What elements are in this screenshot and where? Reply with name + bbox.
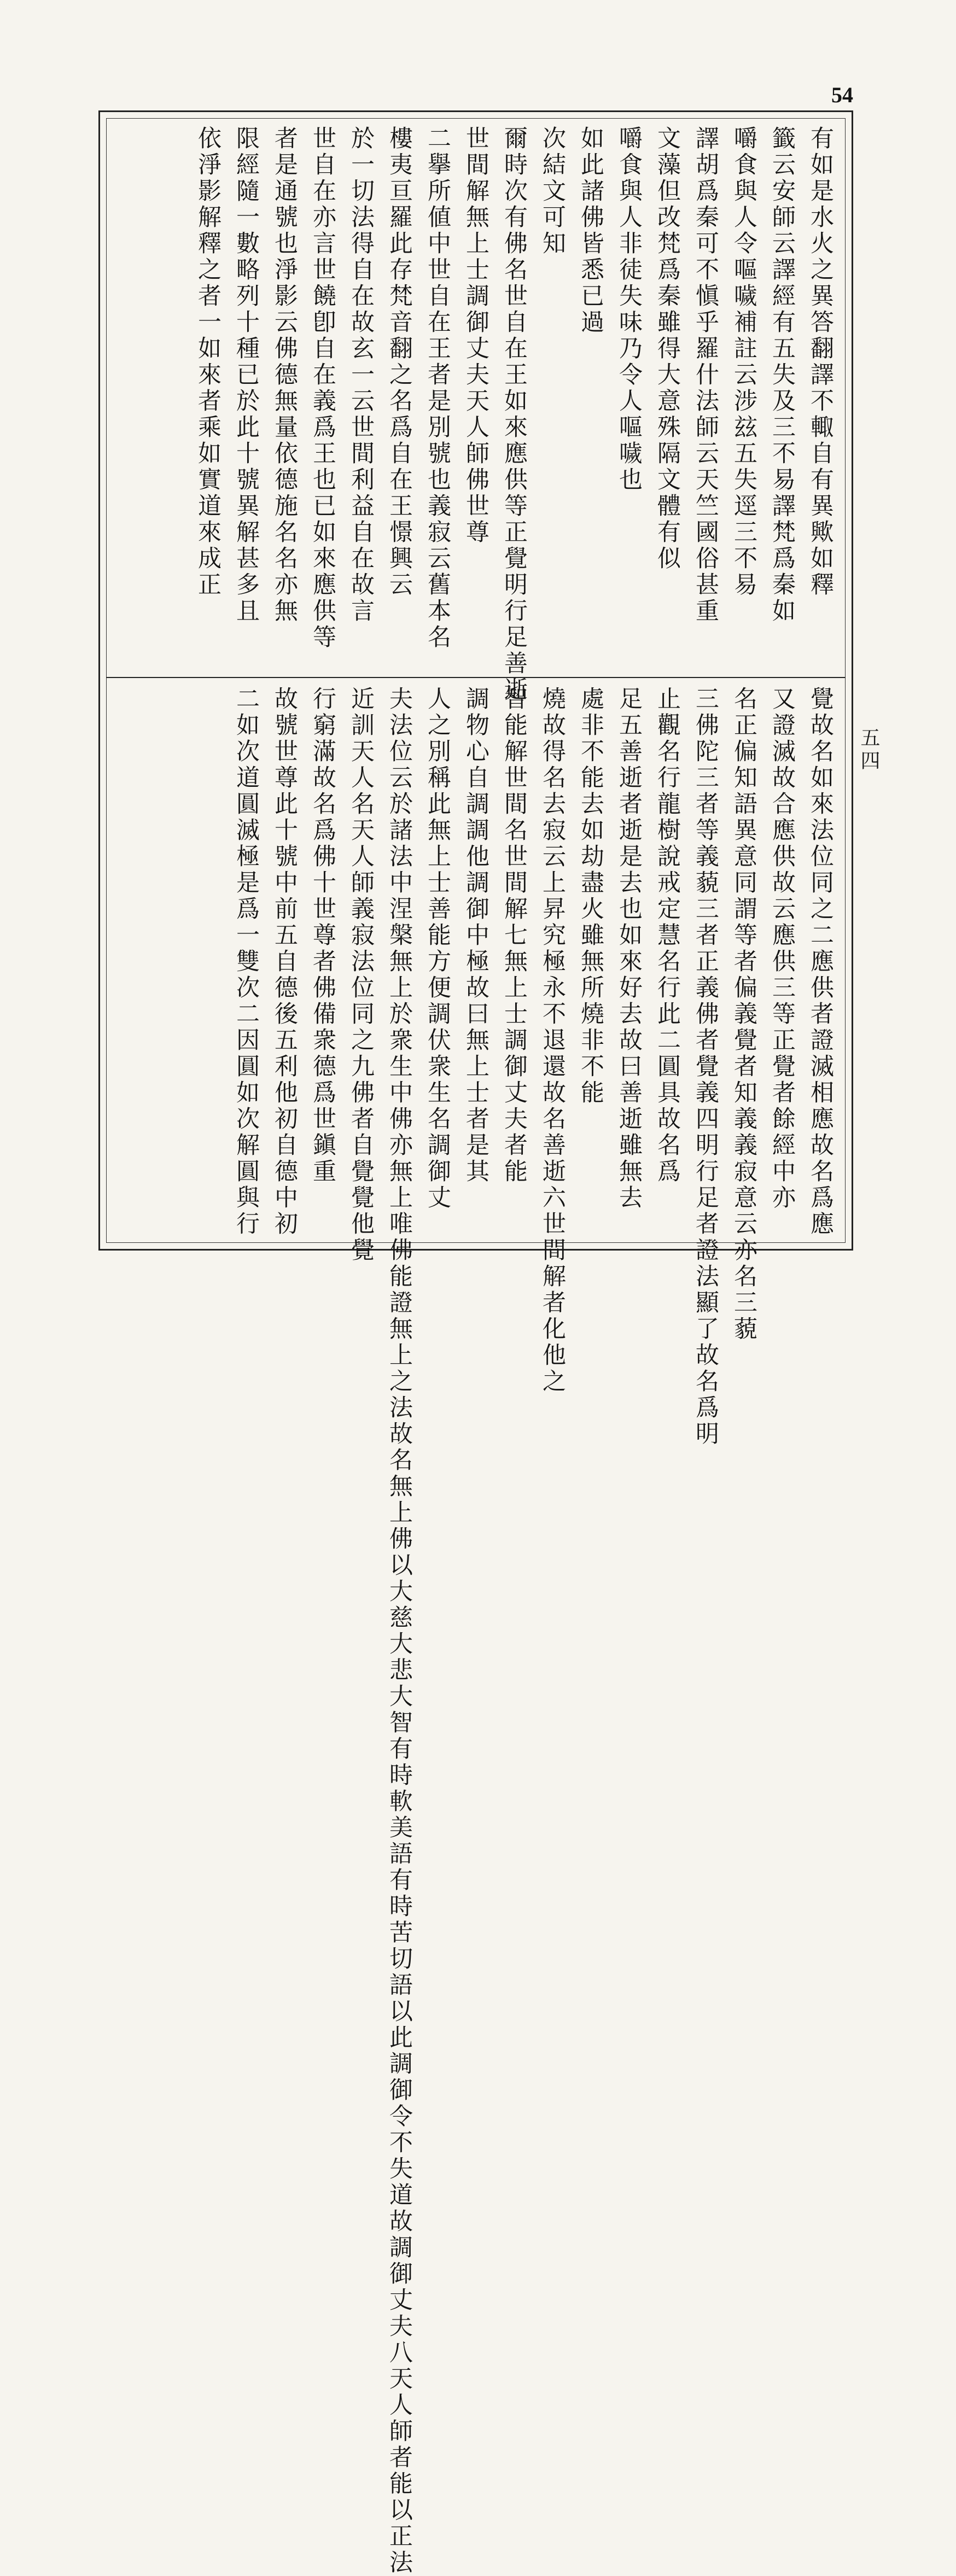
bottom-text-column: 名正偏知語異意同謂等者偏義覺者知義義寂意云亦名三藐 — [730, 686, 757, 1342]
top-text-column: 依淨影解釋之者一如來者乘如實道來成正 — [194, 126, 221, 598]
top-text-column: 於一切法得自在故玄一云世間利益自在故言 — [347, 126, 375, 624]
bottom-text-column: 近訓天人名天人師義寂法位同之九佛者自覺覺他覺 — [347, 686, 375, 1264]
bottom-text-column: 調物心自調調他調御中極故曰無上士者是其 — [462, 686, 489, 1185]
bottom-text-column: 覺故名如來法位同之二應供者證滅相應故名爲應 — [807, 686, 834, 1237]
bottom-text-column: 處非不能去如劫盡火雖無所燒非不能 — [577, 686, 604, 1106]
top-text-column: 嚼食與人非徒失味乃令人嘔噦也 — [615, 126, 643, 493]
bottom-text-column: 人之別稱此無上士善能方便調伏衆生名調御丈 — [424, 686, 451, 1211]
bottom-text-column: 二如次道圓滅極是爲一雙次二因圓如次解圓與行 — [232, 686, 260, 1237]
top-text-panel — [112, 126, 840, 703]
bottom-text-column: 智能解世間名世間解七無上士調御丈夫者能 — [500, 686, 528, 1185]
bottom-text-column: 止觀名行龍樹說戒定慧名行此二圓具故名爲 — [654, 686, 681, 1185]
top-text-column: 如此諸佛皆悉已過 — [577, 126, 604, 336]
bottom-text-column: 夫法位云於諸法中涅槃無上於衆生中佛亦無上唯佛能證無上之法故名無上佛以大慈大悲大智有時軟美語有時苦切語以此調御令不失道故調御丈夫八天人師者能以正法 — [386, 686, 413, 2576]
top-text-column: 爾時次有佛名世自在王如來應供等正覺明行足善逝 — [500, 126, 528, 703]
bottom-text-column: 故號世尊此十號中前五自德後五利他初自德中初 — [271, 686, 298, 1237]
side-page-label: 五四 — [858, 727, 880, 773]
bottom-text-column: 三佛陀三者等義藐三者正義佛者覺義四明行足者證法顯了故名爲明 — [692, 686, 719, 1447]
top-text-column: 樓夷亘羅此存梵音翻之名爲自在王憬興云 — [386, 126, 413, 598]
top-text-column: 次結文可知 — [539, 126, 566, 257]
top-text-column: 者是通號也淨影云佛德無量依德施名名亦無 — [271, 126, 298, 624]
top-text-column: 譯胡爲秦可不愼乎羅什法師云天竺國俗甚重 — [692, 126, 719, 624]
section-divider — [106, 677, 846, 678]
bottom-text-column: 行窮滿故名爲佛十世尊者佛備衆德爲世鎭重 — [309, 686, 336, 1185]
top-text-column: 世間解無上士調御丈夫天人師佛世尊 — [462, 126, 489, 546]
top-text-column: 文藻但改梵爲秦雖得大意殊隔文體有似 — [654, 126, 681, 572]
bottom-text-panel — [112, 686, 840, 2576]
bottom-text-column: 又證滅故合應供故云應供三等正覺者餘經中亦 — [768, 686, 796, 1211]
top-text-column: 二擧所値中世自在王者是別號也義寂云舊本名 — [424, 126, 451, 651]
page-number: 54 — [831, 83, 853, 107]
top-text-column: 限經隨一數略列十種已於此十號異解甚多且 — [232, 126, 260, 624]
top-text-column: 有如是水火之異答翻譯不輙自有異歟如釋 — [807, 126, 834, 598]
bottom-text-column: 足五善逝者逝是去也如來好去故曰善逝雖無去 — [615, 686, 643, 1211]
top-text-column: 世自在亦言世饒卽自在義爲王也已如來應供等 — [309, 126, 336, 651]
top-text-column: 籤云安師云譯經有五失及三不易譯梵爲秦如 — [768, 126, 796, 624]
top-text-column: 嚼食與人令嘔噦補註云涉玆五失逕三不易 — [730, 126, 757, 598]
bottom-text-column: 燒故得名去寂云上昇究極永不退還故名善逝六世間解者化他之 — [539, 686, 566, 1395]
